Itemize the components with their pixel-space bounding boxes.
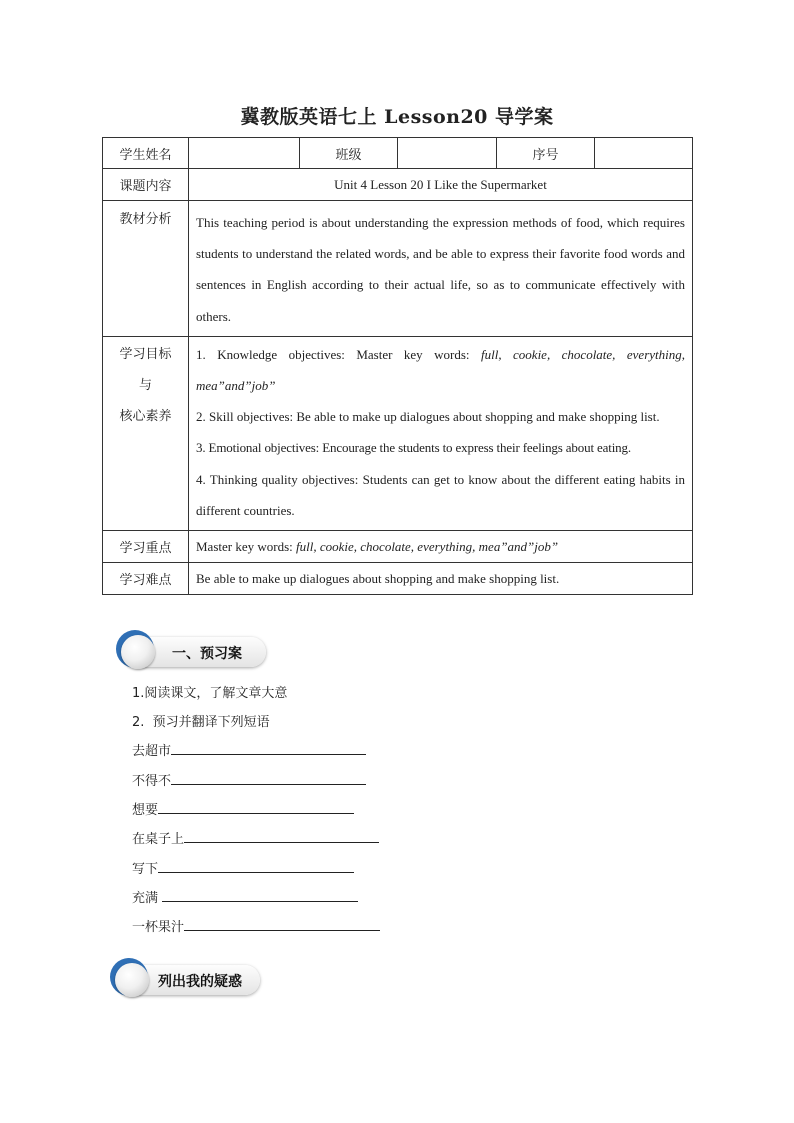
student-name-label: 学生姓名 (103, 138, 189, 169)
section-questions-title: 列出我的疑惑 (158, 974, 242, 990)
objectives-label (103, 336, 189, 530)
phrase-text: 写下 (132, 862, 159, 877)
section-bullet-icon (121, 635, 155, 669)
answer-blank[interactable] (158, 858, 354, 873)
phrase-text: 一杯果汁 (132, 920, 185, 935)
page-title: 冀教版英语七上 Lesson20 导学案 (240, 106, 554, 128)
phrase-line (132, 858, 354, 877)
section-preview-header (116, 634, 276, 670)
info-table (102, 137, 693, 595)
phrase-text: 去超市 (132, 744, 172, 759)
phrase-line (132, 887, 358, 906)
topic-value: Unit 4 Lesson 20 I Like the Supermarket (189, 169, 693, 201)
student-name-field[interactable] (189, 138, 300, 169)
answer-blank[interactable] (184, 916, 380, 931)
table-row-student (103, 138, 693, 169)
phrase-line (132, 916, 380, 935)
table-row-difficult (103, 563, 693, 595)
table-row-analysis (103, 201, 693, 337)
preview-item-2: 2. 预习并翻译下列短语 (132, 715, 270, 730)
phrase-text: 在桌子上 (132, 832, 185, 847)
objectives-content (189, 337, 692, 530)
phrase-line (132, 740, 366, 759)
objectives-label-line3: 核心素养 (119, 408, 172, 424)
phrase-text: 不得不 (132, 774, 172, 789)
answer-blank[interactable] (171, 740, 366, 755)
objective-skill: 2. Skill objectives: Be able to make up dialogues about shopping and make shopping list. (196, 409, 660, 425)
objective-knowledge-words: full, cookie, chocolate, everything, mea”and”job” (196, 346, 685, 394)
phrase-line (132, 770, 366, 789)
analysis-label: 教材分析 (103, 201, 189, 337)
key-prefix: Master key words: (196, 538, 297, 554)
objectives-label-line1: 学习目标 (119, 346, 172, 362)
answer-blank[interactable] (184, 828, 379, 843)
table-row-key (103, 531, 693, 563)
seat-label: 序号 (497, 138, 595, 169)
key-label: 学习重点 (103, 531, 189, 563)
topic-label: 课题内容 (103, 169, 189, 201)
objectives-label-line2: 与 (138, 377, 152, 393)
class-field[interactable] (398, 138, 497, 169)
preview-item-1: 1.阅读课文，了解文章大意 (132, 686, 288, 701)
objective-thinking: 4. Thinking quality objectives: Students can get to know about the different eating habits in different countries. (196, 471, 685, 518)
answer-blank[interactable] (171, 770, 366, 785)
objective-emotional: 3. Emotional objectives: Encourage the students to express their feelings about eating. (196, 440, 631, 456)
difficult-label: 学习难点 (103, 563, 189, 595)
section-preview-title: 一、预习案 (172, 646, 242, 662)
phrase-line (132, 828, 379, 847)
answer-blank[interactable] (158, 799, 354, 814)
class-label: 班级 (300, 138, 398, 169)
key-content (189, 531, 693, 563)
table-row-objectives (103, 336, 693, 530)
seat-field[interactable] (595, 138, 693, 169)
objective-knowledge (196, 339, 685, 401)
phrase-text: 充满 (132, 891, 163, 906)
section-questions-header (110, 962, 270, 998)
section-bullet-icon (115, 963, 149, 997)
analysis-text: This teaching period is about understanding the expression methods of food, which requires students to understand the related words, and be able to express their favorite food words and sentences in English according to their actual life, so as to communicate effectively with others. (196, 215, 685, 324)
phrase-text: 想要 (132, 803, 159, 818)
answer-blank[interactable] (162, 887, 358, 902)
objective-knowledge-prefix: 1. Knowledge objectives: Master key words: (196, 346, 481, 362)
difficult-text: Be able to make up dialogues about shopping and make shopping list. (189, 563, 693, 595)
table-row-topic (103, 169, 693, 201)
key-words: full, cookie, chocolate, everything, mea”and”job” (296, 538, 559, 554)
phrase-line (132, 799, 354, 818)
